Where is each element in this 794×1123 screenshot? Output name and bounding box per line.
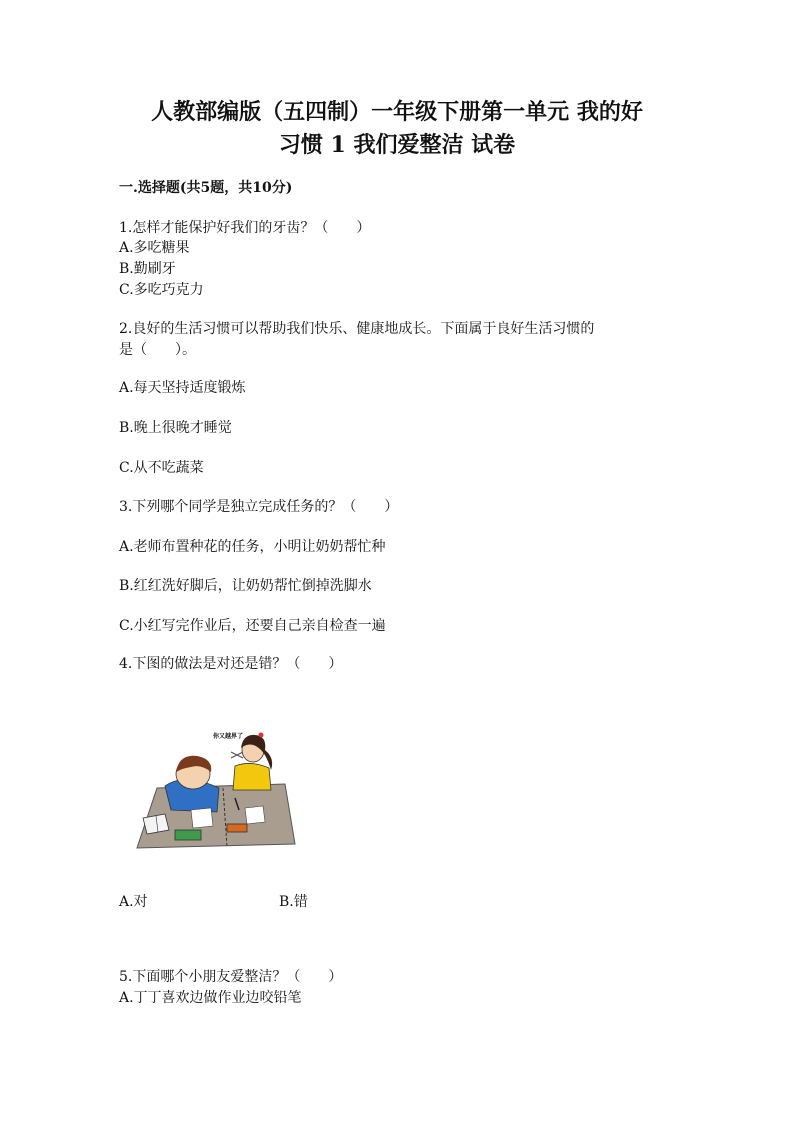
section-heading: 一.选择题(共5题，共10分) (119, 180, 293, 196)
question-2-stem-line-2: 是（ ）。 (119, 342, 196, 358)
illustration-caption: 你又越界了 (213, 733, 244, 740)
question-2-option-b[interactable]: B.晚上很晚才睡觉 (119, 420, 232, 436)
question-3-stem: 3.下列哪个同学是独立完成任务的？（ ） (119, 499, 399, 515)
question-2-option-c[interactable]: C.从不吃蔬菜 (119, 460, 204, 476)
question-1-option-a[interactable]: A.多吃糖果 (119, 240, 190, 256)
question-2-option-a[interactable]: A.每天坚持适度锻炼 (119, 380, 246, 396)
question-4-option-b[interactable]: B.错 (279, 894, 308, 910)
page-title-line-1: 人教部编版（五四制）一年级下册第一单元 我的好 (151, 99, 643, 125)
question-5-stem: 5.下面哪个小朋友爱整洁？（ ） (119, 969, 343, 985)
question-4-stem: 4.下图的做法是对还是错？（ ） (119, 656, 343, 672)
question-3-option-a[interactable]: A.老师布置种花的任务，小明让奶奶帮忙种 (119, 539, 386, 555)
question-1-stem: 1.怎样才能保护好我们的牙齿？（ ） (119, 220, 371, 236)
question-4-illustration (135, 726, 297, 852)
question-3-option-b[interactable]: B.红红洗好脚后，让奶奶帮忙倒掉洗脚水 (119, 578, 372, 594)
question-3-option-c[interactable]: C.小红写完作业后，还要自己亲自检查一遍 (119, 618, 386, 634)
question-1-option-c[interactable]: C.多吃巧克力 (119, 282, 204, 298)
question-4-option-a[interactable]: A.对 (119, 894, 148, 910)
question-5-option-a[interactable]: A.丁丁喜欢边做作业边咬铅笔 (119, 990, 302, 1006)
question-1-option-b[interactable]: B.勤刷牙 (119, 261, 176, 277)
question-2-stem-line-1: 2.良好的生活习惯可以帮助我们快乐、健康地成长。下面属于良好生活习惯的 (119, 321, 595, 337)
page-title-line-2: 习惯 1 我们爱整洁 试卷 (278, 132, 516, 158)
